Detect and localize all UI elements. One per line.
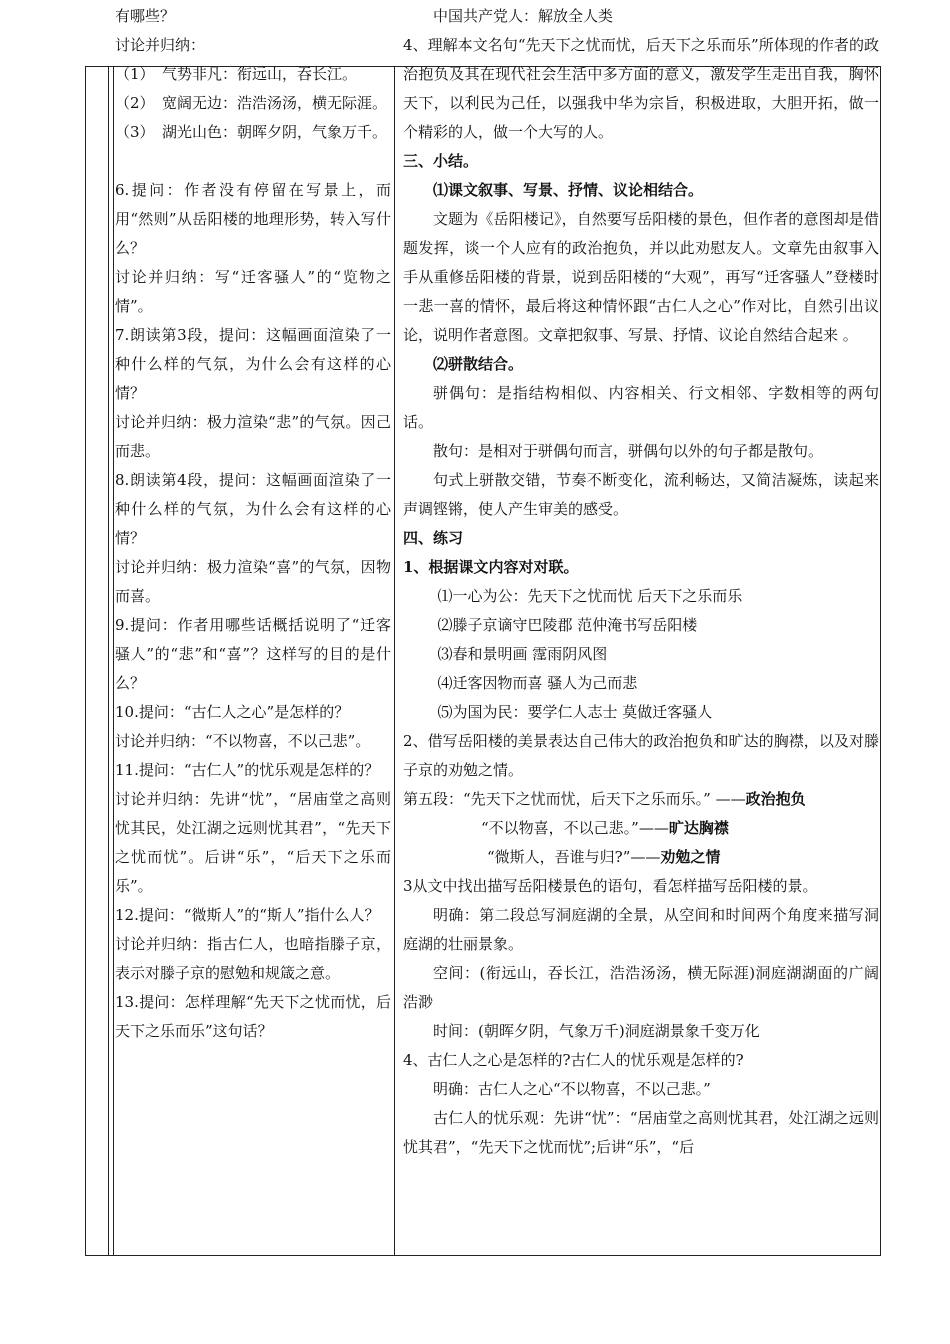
paragraph: 空间：(衔远山，吞长江，浩浩汤汤，横无际涯)洞庭湖湖面的广阔浩渺 xyxy=(403,964,879,1011)
list-item: ⑸为国为民：要学仁人志士 莫做迁客骚人 xyxy=(437,703,713,721)
text-line: 有哪些？ xyxy=(115,7,176,25)
question: 13.提问：怎样理解“先天下之忧而忧，后天下之乐而乐”这句话？ xyxy=(115,993,391,1040)
question: 7.朗读第3段，提问：这幅画面渲染了一种什么样的气氛，为什么会有这样的心情？ xyxy=(115,326,391,402)
paragraph: 骈偶句：是指结构相似、内容相关、行文相邻、字数相等的两句话。 xyxy=(403,384,879,431)
quote-text: “不以物喜，不以己悲。”—— xyxy=(481,819,669,837)
list-item: ⑷迁客因物而喜 骚人为己而悲 xyxy=(437,674,638,692)
answer: 讨论并归纳：先讲“忧”，“居庙堂之高则忧其民，处江湖之远则忧其君”，“先天下之忧而忧”。后讲“乐”，“后天下之乐而乐”。 xyxy=(115,790,391,895)
paragraph: 4、理解本文名句“先天下之忧而忧，后天下之乐而乐”所体现的作者的政治抱负及其在现代社会生活中多方面的意义，激发学生走出自我，胸怀天下，以利民为己任，以强我中华为宗旨，积极进取，大胆开拓，做一个精彩的人，做一个大写的人。 xyxy=(403,36,879,141)
paragraph xyxy=(403,814,879,843)
paragraph: 古仁人的忧乐观：先讲“忧”：“居庙堂之高则忧其君，处江湖之远则忧其君”，“先天下之忧而忧”;后讲“乐”，“后 xyxy=(403,1109,879,1156)
answer: 讨论并归纳：指古仁人，也暗指滕子京，表示对滕子京的慰勉和规箴之意。 xyxy=(115,935,391,982)
list-item: ⑴一心为公：先天下之忧而忧 后天下之乐而乐 xyxy=(437,587,743,605)
text-line: 中国共产党人：解放全人类 xyxy=(433,7,614,25)
question: 9.提问：作者用哪些话概括说明了“迁客骚人”的“悲”和“喜”？这样写的目的是什么？ xyxy=(115,616,391,692)
column-divider xyxy=(394,67,395,1255)
subheading: 1、根据课文内容对对联。 xyxy=(403,558,579,576)
list-item: （3） 湖光山色：朝晖夕阴，气象万千。 xyxy=(115,123,388,141)
question: 6.提问：作者没有停留在写景上，而用“然则”从岳阳楼的地理形势，转入写什么？ xyxy=(115,181,391,257)
left-column xyxy=(115,2,391,1046)
quote-label: 劝勉之情 xyxy=(660,848,721,866)
section-heading: 三、小结。 xyxy=(403,152,479,170)
subheading: ⑵骈散结合。 xyxy=(433,355,524,373)
quote-text: “微斯人，吾谁与归?”—— xyxy=(487,848,661,866)
paragraph: 散句：是相对于骈偶句而言，骈偶句以外的句子都是散句。 xyxy=(433,442,824,460)
paragraph: 时间：(朝晖夕阴，气象万千)洞庭湖景象千变万化 xyxy=(433,1022,760,1040)
paragraph xyxy=(403,785,879,814)
quote-label: 政治抱负 xyxy=(745,790,806,808)
paragraph: 4、古仁人之心是怎样的?古仁人的忧乐观是怎样的? xyxy=(403,1051,744,1069)
list-item: （1） 气势非凡：衔远山，吞长江。 xyxy=(115,65,358,83)
question: 12.提问：“微斯人”的“斯人”指什么人？ xyxy=(115,906,380,924)
text-line: 讨论并归纳： xyxy=(115,36,206,54)
paragraph: 明确：第二段总写洞庭湖的全景，从空间和时间两个角度来描写洞庭湖的壮丽景象。 xyxy=(403,906,879,953)
paragraph: 明确：古仁人之心“不以物喜，不以己悲。” xyxy=(433,1080,711,1098)
list-item: ⑶春和景明画 霪雨阴风图 xyxy=(437,645,608,663)
right-column xyxy=(403,2,879,1162)
quote-label: 旷达胸襟 xyxy=(668,819,729,837)
subheading: ⑴课文叙事、写景、抒情、议论相结合。 xyxy=(433,181,704,199)
paragraph: 句式上骈散交错，节奏不断变化，流利畅达，又简洁凝炼，读起来声调铿锵，使人产生审美的感受。 xyxy=(403,471,879,518)
quote-text: 第五段：“先天下之忧而忧，后天下之乐而乐。” —— xyxy=(403,790,746,808)
paragraph: 2、借写岳阳楼的美景表达自己伟大的政治抱负和旷达的胸襟，以及对滕子京的劝勉之情。 xyxy=(403,732,879,779)
answer: 讨论并归纳：“不以物喜，不以己悲”。 xyxy=(115,732,371,750)
paragraph: 3从文中找出描写岳阳楼景色的语句，看怎样描写岳阳楼的景。 xyxy=(403,877,818,895)
section-heading: 四、练习 xyxy=(403,529,464,547)
question: 8.朗读第4段，提问：这幅画面渲染了一种什么样的气氛，为什么会有这样的心情？ xyxy=(115,471,391,547)
question: 10.提问：“古仁人之心”是怎样的？ xyxy=(115,703,350,721)
column-divider xyxy=(113,67,114,1255)
list-item: （2） 宽阔无边：浩浩汤汤，横无际涯。 xyxy=(115,94,388,112)
column-divider xyxy=(108,67,109,1255)
answer: 讨论并归纳：极力渲染“喜”的气氛，因物而喜。 xyxy=(115,558,391,605)
paragraph xyxy=(403,843,879,872)
question: 11.提问：“古仁人”的忧乐观是怎样的？ xyxy=(115,761,380,779)
list-item: ⑵滕子京谪守巴陵郡 范仲淹书写岳阳楼 xyxy=(437,616,698,634)
paragraph: 文题为《岳阳楼记》，自然要写岳阳楼的景色，但作者的意图却是借题发挥，谈一个人应有的政治抱负，并以此劝慰友人。文章先由叙事入手从重修岳阳楼的背景，说到岳阳楼的“大观”，再写“迁客骚人”登楼时一悲一喜的情怀，最后将这种情怀跟“古仁人之心”作对比，自然引出议论，说明作者意图。文章把叙事、写景、抒情、议论自然结合起来 。 xyxy=(403,210,879,344)
answer: 讨论并归纳：写“迁客骚人”的“览物之情”。 xyxy=(115,268,391,315)
answer: 讨论并归纳：极力渲染“悲”的气氛。因己而悲。 xyxy=(115,413,391,460)
